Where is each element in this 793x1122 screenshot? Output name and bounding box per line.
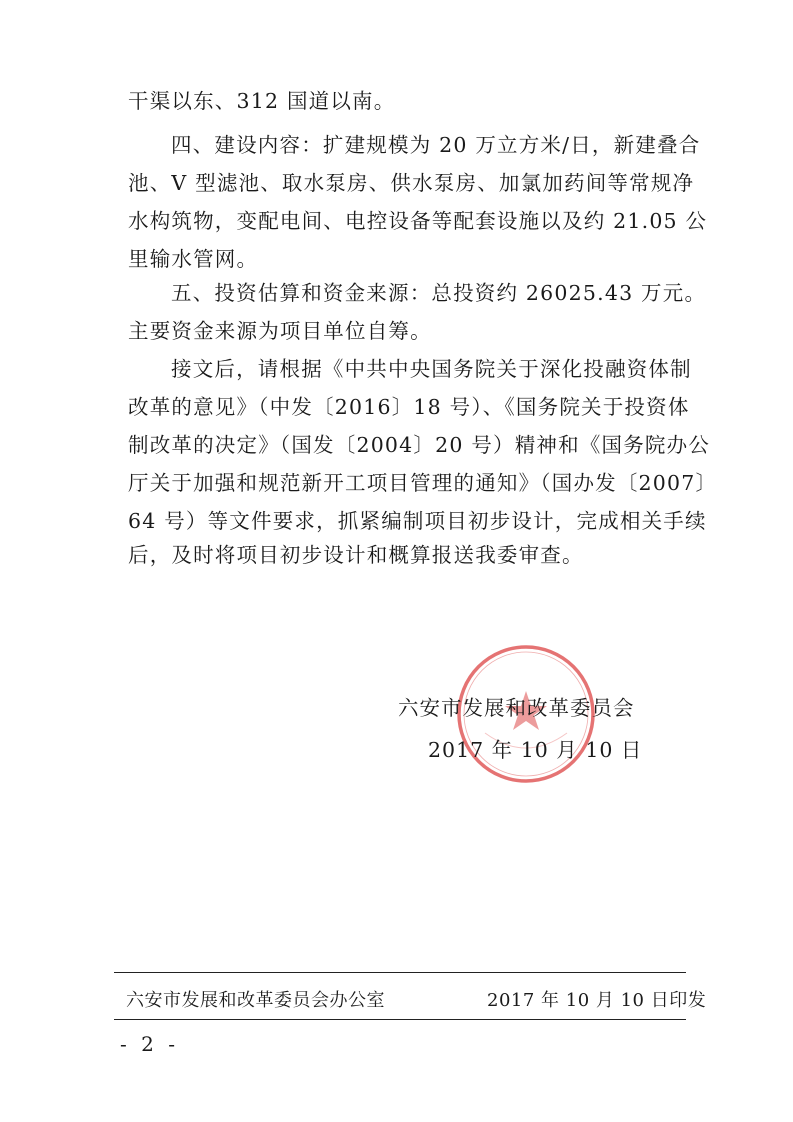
body-line-11: 厅关于加强和规范新开工项目管理的通知》（国办发〔2007〕 [128,471,718,495]
footer-bottom-rule [114,1019,686,1020]
footer-office: 六安市发展和改革委员会办公室 [126,990,385,1011]
body-line-12: 64 号）等文件要求，抓紧编制项目初步设计，完成相关手续 [128,509,707,533]
section-five-title-line: 五、投资估算和资金来源：总投资约 26025.43 万元。 [171,281,707,305]
section-four-title-line: 四、建设内容：扩建规模为 20 万立方米/日，新建叠合 [171,133,701,157]
body-line-9: 改革的意见》（中发〔2016〕18 号）、《国务院关于投资体 [128,395,690,419]
body-line-7: 主要资金来源为项目单位自筹。 [128,319,432,343]
body-line-1: 干渠以东、312 国道以南。 [128,89,396,113]
body-line-13: 后，及时将项目初步设计和概算报送我委审查。 [128,543,584,567]
body-line-10: 制改革的决定》（国发〔2004〕20 号）精神和《国务院办公 [128,433,711,457]
issuer-signature: 六安市发展和改革委员会 [398,696,635,720]
signature-date: 2017 年 10 月 10 日 [428,738,643,762]
page-number: - 2 - [120,1032,179,1056]
footer-top-rule [114,972,686,973]
body-line-3: 池、V 型滤池、取水泵房、供水泵房、加氯加药间等常规净 [128,171,695,195]
instruction-paragraph-start: 接文后，请根据《中共中央国务院关于深化投融资体制 [171,357,692,381]
footer-issue-date: 2017 年 10 月 10 日印发 [487,990,707,1011]
body-line-4: 水构筑物，变配电间、电控设备等配套设施以及约 21.05 公 [128,209,708,233]
body-line-5: 里输水管网。 [128,247,259,271]
